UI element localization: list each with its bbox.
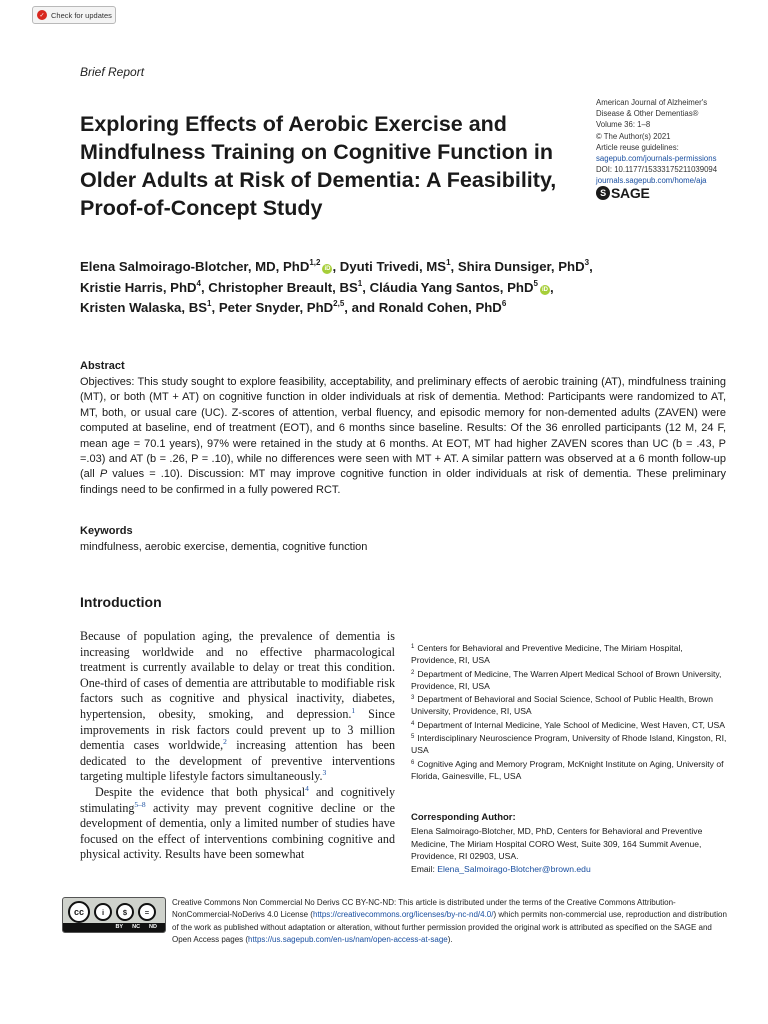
orcid-icon[interactable]: iD: [541, 286, 548, 293]
author-separator: ,: [549, 279, 554, 295]
citation-link[interactable]: 4: [305, 783, 309, 793]
corresponding-author-address: Elena Salmoirago-Blotcher, MD, PhD, Centers for Behavioral and Preventive Medicine, The Miriam Hospital CORO West, Suite 309, 164 Summit Avenue, Providence, RI 02903, USA.: [411, 826, 703, 862]
intro-paragraph-1: Because of population aging, the prevalence of dementia is increasing worldwide and no effective pharmacological treatment is currently available to delay or treat this condition. One-third of cases of dementia are attributable to modifiable risk factors such as cognitive and physical inactivity, diabetes, hypertension, obesity, smoking, and depression.$^1$ Since improvements in risk factors could prevent up to 3 million dementia cases worldwide,$^2$ increasing attention has been dedicated to the development of preventive interventions targeting multiple lifestyle factors simultaneously.$^3$: [80, 629, 395, 784]
sage-logo: [596, 185, 649, 201]
journal-copyright: © The Author(s) 2021: [596, 131, 671, 141]
reuse-guidelines-label: Article reuse guidelines:: [596, 142, 679, 152]
corresponding-author-details: [411, 825, 721, 875]
corresponding-author-email-line: Email: Elena_Salmoirago-Blotcher@brown.edu: [411, 863, 591, 874]
author-name: , Shira Dunsiger, PhD: [450, 259, 585, 274]
affiliation-item: $^4$ Department of Internal Medicine, Yale School of Medicine, West Haven, CT, USA: [411, 719, 725, 730]
cc-license-badge[interactable]: [62, 897, 166, 933]
citation-link[interactable]: 3: [322, 768, 327, 778]
affiliation-item: $^1$ Centers for Behavioral and Preventive Medicine, The Miriam Hospital, Providence, RI, USA: [411, 643, 683, 666]
check-for-updates-badge[interactable]: [32, 6, 116, 24]
affiliations: [411, 642, 729, 783]
reuse-guidelines-link[interactable]: sagepub.com/journals-permissions: [596, 154, 717, 164]
author-affiliation-sup: 1,2: [309, 258, 321, 267]
check-for-updates-label: Check for updates: [51, 10, 112, 20]
citation-link[interactable]: 5–8: [134, 799, 146, 809]
author-separator: ,: [589, 259, 593, 274]
journal-info: [596, 97, 768, 187]
author-affiliation-sup: 1: [207, 299, 212, 308]
author-affiliation-sup: 4: [196, 278, 201, 288]
cc-nd-label: ND: [149, 924, 157, 930]
author-name: Elena Salmoirago-Blotcher, MD, PhD: [80, 259, 310, 274]
corresponding-author-email[interactable]: Elena_Salmoirago-Blotcher@brown.edu: [437, 863, 591, 874]
author-affiliation-sup: 2,5: [333, 299, 345, 308]
author-affiliation-sup: 6: [501, 299, 507, 308]
introduction-heading: Introduction: [80, 594, 162, 610]
journal-name-line-1: American Journal of Alzheimer's: [596, 98, 708, 107]
article-doi[interactable]: DOI: 10.1177/15333175211039094: [596, 165, 718, 175]
license-text: Creative Commons Non Commercial No Derivs CC BY-NC-ND: This article is distributed under the terms of the Creative Commons Attribution-NonCommercial-NoDerivs 4.0 License (https://creativecommons.org/licenses/by-nc-nd/4.0/) which permits non-commercial use, reproduction and distribution of the work as published without adaptation or alteration, without further permission provided the original work is attributed as specified on the SAGE and Open Access pages (https://us.sagepub.com/en-us/nam/open-access-at-sage).: [172, 898, 727, 945]
author-name: , and Ronald Cohen, PhD: [344, 300, 502, 315]
sage-logo-mark: S: [596, 186, 610, 200]
author-name: , Dyuti Trivedi, MS: [332, 259, 447, 274]
cc-nc-label: NC: [132, 924, 141, 930]
author-line-3: [80, 298, 720, 319]
sage-logo-text: SAGE: [611, 185, 650, 201]
keywords-heading: Keywords: [80, 525, 133, 537]
journal-home-link[interactable]: journals.sagepub.com/home/aja: [596, 176, 707, 186]
affiliation-item: $^3$ Department of Behavioral and Social Science, School of Public Health, Brown University, Providence, RI, USA: [411, 694, 714, 717]
update-check-icon: ✓: [37, 10, 47, 20]
affiliation-item: $^2$ Department of Medicine, The Warren Alpert Medical School of Brown University, Providence, RI, USA: [411, 668, 722, 691]
author-name: , Christopher Breault, BS: [200, 279, 358, 295]
citation-link[interactable]: 2: [223, 737, 227, 747]
author-affiliation-sup: 1: [357, 278, 363, 288]
cc-by-label: BY: [115, 924, 124, 930]
abstract-heading: Abstract: [80, 360, 125, 372]
author-affiliation-sup: 1: [446, 258, 451, 267]
sage-open-access-link[interactable]: https://us.sagepub.com/en-us/nam/open-access-at-sage: [248, 935, 448, 945]
author-name: , Peter Snyder, PhD: [211, 300, 334, 315]
introduction-body: [80, 629, 395, 863]
affiliation-item: $^5$ Interdisciplinary Neuroscience Program, University of Rhode Island, Kingston, RI, USA: [411, 733, 727, 756]
abstract-text: Objectives: This study sought to explore feasibility, acceptability, and preliminary effects of aerobic training (AT), mindfulness training (MT), or both (MT + AT) on cognitive function in older individuals at risk of dementia. Method: Participants were randomized to AT, MT, both, or usual care (UC). Z-scores of attention, verbal fluency, and episodic memory for non-demented adults (ZAVEN) were computed at baseline, end of treatment (EOT), and 6 months since baseline. Results: Of the 36 enrolled participants (12 M, 24 F, mean age = 70.1 years), 97% were retained in the study at 6 months. At EOT, MT had higher ZAVEN scores than UC (b = .43, P =.03) and AT (b = .26, P = .10), while no differences were seen with MT + AT. A similar pattern was observed at a 6 month follow-up (all P values = .10). Discussion: MT may improve cognitive function in older individuals at risk of dementia. These preliminary findings need to be confirmed in a fully powered RCT.: [80, 376, 726, 496]
article-title: Exploring Effects of Aerobic Exercise and Mindfulness Training on Cognitive Function in Older Adults at Risk of Dementia: A Feasibility, Proof-of-Concept Study: [80, 112, 557, 220]
author-list: [80, 257, 720, 319]
author-line-2: [80, 278, 720, 299]
noderivs-icon: =: [138, 903, 156, 921]
author-affiliation-sup: 5: [533, 278, 538, 288]
orcid-icon[interactable]: iD: [324, 266, 331, 272]
corresponding-author-heading: Corresponding Author:: [411, 812, 516, 823]
article-type: Brief Report: [80, 65, 145, 79]
author-name: Kristen Walaska, BS: [80, 300, 208, 315]
journal-volume: Volume 36: 1–8: [596, 120, 651, 130]
author-name: , Cláudia Yang Santos, PhD: [362, 279, 534, 295]
intro-paragraph-2: Despite the evidence that both physical$^4$ and cognitively stimulating$^{5-8}$ activity may prevent cognitive decline or the development of dementia, only a limited number of studies have focused on the effect of interventions combining cognitive and physical activity. Results have been somewhat: [80, 783, 396, 862]
cc-license-link[interactable]: https://creativecommons.org/licenses/by-nc-nd/4.0/: [312, 910, 494, 920]
creative-commons-icon: cc: [68, 901, 90, 923]
noncommercial-icon: $: [116, 903, 134, 921]
keywords-text: mindfulness, aerobic exercise, dementia, cognitive function: [80, 541, 368, 553]
author-name: Kristie Harris, PhD: [80, 279, 197, 295]
affiliation-item: $^6$ Cognitive Aging and Memory Program, McKnight Institute on Aging, University of Florida, Gainesville, FL, USA: [411, 758, 724, 781]
citation-link[interactable]: 1: [351, 705, 356, 715]
author-affiliation-sup: 3: [584, 258, 590, 267]
journal-name-line-2: Disease & Other Dementias®: [596, 109, 699, 119]
author-line-1: [80, 257, 720, 278]
attribution-icon: i: [94, 903, 112, 921]
